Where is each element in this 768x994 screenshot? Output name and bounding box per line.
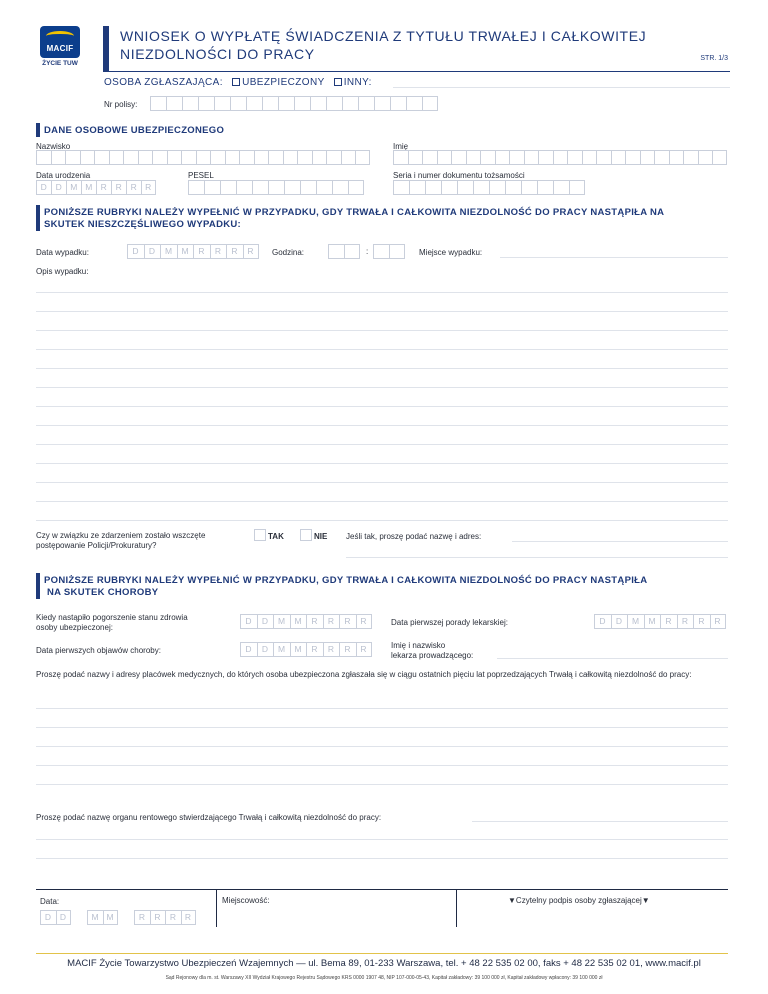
yes-label: TAK: [268, 532, 284, 541]
writing-line[interactable]: [36, 727, 728, 728]
writing-line[interactable]: [36, 708, 728, 709]
time-label: Godzina:: [272, 248, 305, 257]
page-number: STR. 1/3: [700, 55, 728, 62]
sign-date-label: Data:: [40, 897, 60, 906]
logo-text: MACIF: [46, 44, 74, 53]
writing-line[interactable]: [36, 784, 728, 785]
if-yes-label: Jeśli tak, proszę podać nazwę i adres:: [346, 532, 482, 541]
writing-line[interactable]: [36, 858, 728, 859]
worsening-date-boxes[interactable]: D D M M R R R R: [240, 614, 372, 629]
other-input-line[interactable]: [393, 87, 730, 88]
writing-line[interactable]: [36, 425, 728, 426]
description-label: Opis wypadku:: [36, 267, 89, 276]
name-label: Imię: [393, 142, 409, 151]
reporter-label: OSOBA ZGŁASZAJĄCA:: [104, 77, 223, 88]
first-advice-label: Data pierwszej porady lekarskiej:: [391, 618, 508, 627]
minute-boxes[interactable]: [373, 244, 405, 259]
time-separator: :: [366, 247, 369, 256]
yes-checkbox[interactable]: [254, 529, 266, 541]
doctor-input-line[interactable]: [497, 658, 728, 659]
signature-label: ▼Czytelny podpis osoby zgłaszającej▼: [508, 896, 650, 905]
writing-line[interactable]: [36, 406, 728, 407]
authority-label: Proszę podać nazwę organu rentowego stwierdzającego Trwałą i całkowitą niezdolność do pracy:: [36, 813, 382, 822]
title-accent-bar: [103, 26, 109, 72]
no-label: NIE: [314, 532, 328, 541]
accident-date-boxes[interactable]: D D M M R R R R: [127, 244, 259, 259]
section-bar: [36, 205, 40, 231]
personal-heading: DANE OSOBOWE UBEZPIECZONEGO: [44, 125, 225, 136]
insured-checkbox[interactable]: [232, 78, 240, 86]
writing-line[interactable]: [36, 444, 728, 445]
surname-label: Nazwisko: [36, 142, 71, 151]
dob-boxes[interactable]: D D M M R R R R: [36, 180, 156, 195]
police-input-line[interactable]: [512, 541, 728, 542]
authority-input-line[interactable]: [472, 821, 728, 822]
macif-logo: [34, 26, 86, 70]
dob-label: Data urodzenia: [36, 171, 91, 180]
pesel-boxes[interactable]: [188, 180, 364, 195]
doctor-label: Imię i nazwisko lekarza prowadzącego:: [391, 641, 474, 660]
writing-line[interactable]: [36, 311, 728, 312]
writing-line[interactable]: [36, 765, 728, 766]
sign-place-label: Miejscowość:: [222, 896, 270, 905]
writing-line[interactable]: [36, 501, 728, 502]
footer-address: MACIF Życie Towarzystwo Ubezpieczeń Wzajemnych — ul. Bema 89, 01-233 Warszawa, tel. + 48 22 535 02 00, faks + 48 22 535 02 01, www.macif.pl: [67, 958, 701, 969]
accident-date-label: Data wypadku:: [36, 248, 89, 257]
footer-rule: [36, 953, 728, 954]
divider: [456, 889, 457, 927]
section-bar: [36, 573, 40, 599]
policy-number-boxes[interactable]: [150, 96, 438, 111]
accident-heading: PONIŻSZE RUBRYKI NALEŻY WYPEŁNIĆ W PRZYPADKU, GDY TRWAŁA I CAŁKOWITA NIEZDOLNOŚĆ DO PRACY NASTĄPIŁA NA SKUTEK NIESZCZĘŚLIWEGO WYPADKU:: [44, 207, 665, 230]
reporter-row: [104, 77, 372, 88]
illness-heading: PONIŻSZE RUBRYKI NALEŻY WYPEŁNIĆ W PRZYPADKU, GDY TRWAŁA I CAŁKOWITA NIEZDOLNOŚĆ DO PRACY NASTĄPIŁA NA SKUTEK CHOROBY: [44, 575, 648, 598]
policy-label: Nr polisy:: [104, 100, 138, 109]
writing-line[interactable]: [36, 463, 728, 464]
writing-line[interactable]: [36, 349, 728, 350]
hour-boxes[interactable]: [328, 244, 360, 259]
other-checkbox[interactable]: [334, 78, 342, 86]
police-input-line-2[interactable]: [346, 557, 728, 558]
divider: [216, 889, 217, 927]
first-advice-boxes[interactable]: D D M M R R R R: [594, 614, 726, 629]
pesel-label: PESEL: [188, 171, 214, 180]
place-input-line[interactable]: [500, 257, 728, 258]
sign-date-boxes[interactable]: D D M M R R R R: [40, 910, 196, 925]
first-symptoms-label: Data pierwszych objawów choroby:: [36, 646, 161, 655]
first-symptoms-boxes[interactable]: D D M M R R R R: [240, 642, 372, 657]
footer-legal: Sąd Rejonowy dla m. st. Warszawy XII Wydział Krajowego Rejestru Sądowego KRS 0000 1907 48, NIP 107-000-05-43, Kapitał zakładowy: 39 100 000 zł, Kapitał zakładowy wpłacony: 39 100 000 zł: [165, 975, 603, 981]
title-rule: [104, 71, 730, 72]
police-question: Czy w związku ze zdarzeniem zostało wszczęte postępowanie Policji/Prokuratury?: [36, 531, 206, 550]
place-label: Miejsce wypadku:: [419, 248, 483, 257]
id-doc-label: Seria i numer dokumentu tożsamości: [393, 171, 525, 180]
name-boxes[interactable]: [393, 150, 727, 165]
writing-line[interactable]: [36, 520, 728, 521]
section-bar: [36, 123, 40, 137]
writing-line[interactable]: [36, 368, 728, 369]
facilities-label: Proszę podać nazwy i adresy placówek medycznych, do których osoba ubezpieczona zgłaszała się w ciągu ostatnich pięciu lat poprzedzających Trwałą i całkowitą niezdolność do pracy:: [36, 670, 692, 679]
page-title: WNIOSEK O WYPŁATĘ ŚWIADCZENIA Z TYTUŁU TRWAŁEJ I CAŁKOWITEJ NIEZDOLNOŚCI DO PRACY: [120, 28, 647, 62]
logo-subtitle: ŻYCIE TUW: [42, 60, 78, 67]
worsening-label: Kiedy nastąpiło pogorszenie stanu zdrowia osoby ubezpieczonej:: [36, 613, 188, 632]
writing-line[interactable]: [36, 330, 728, 331]
writing-line[interactable]: [36, 839, 728, 840]
no-checkbox[interactable]: [300, 529, 312, 541]
writing-line[interactable]: [36, 387, 728, 388]
id-doc-boxes[interactable]: [393, 180, 585, 195]
surname-boxes[interactable]: [36, 150, 370, 165]
writing-line[interactable]: [36, 746, 728, 747]
writing-line[interactable]: [36, 292, 728, 293]
insured-option: UBEZPIECZONY: [242, 77, 325, 88]
other-option: INNY:: [343, 77, 372, 88]
writing-line[interactable]: [36, 482, 728, 483]
